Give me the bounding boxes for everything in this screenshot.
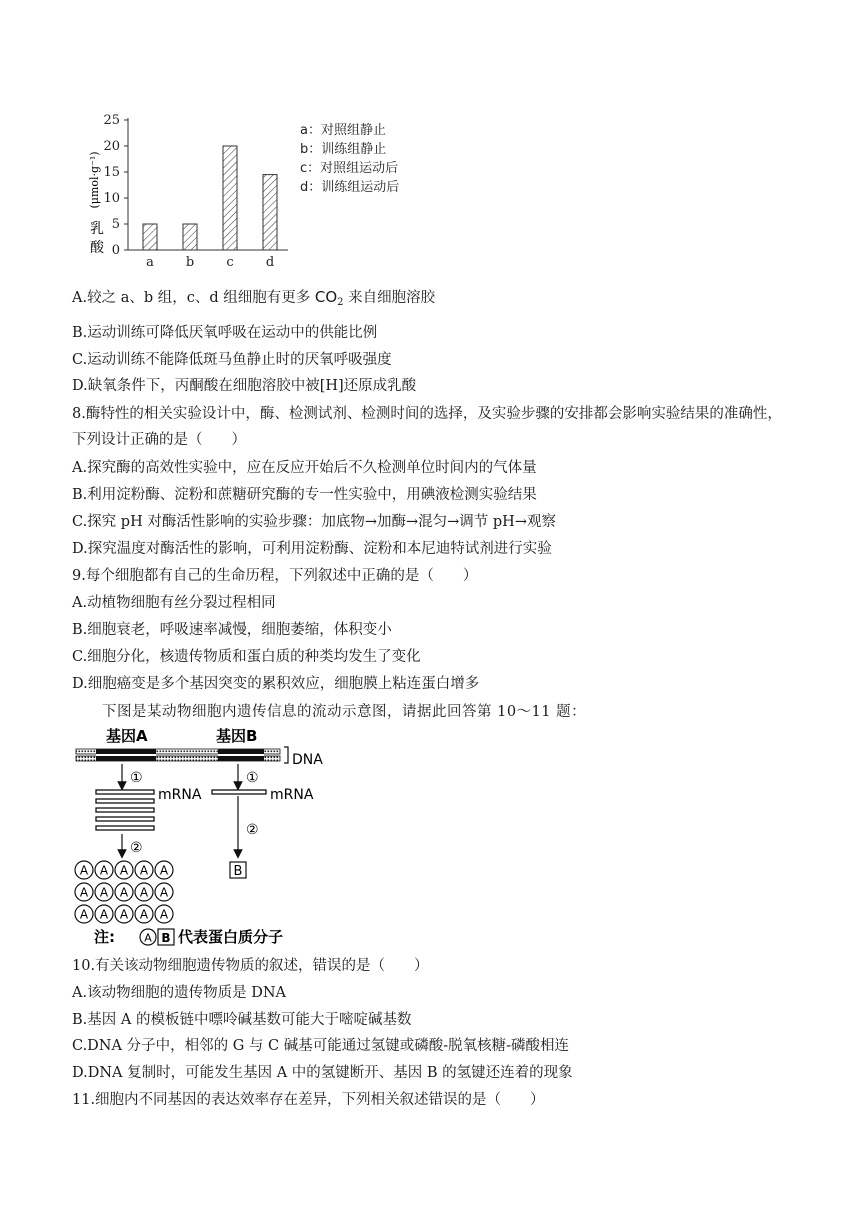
q8-stem-line2: 下列设计正确的是（ ） (72, 432, 246, 448)
q9-option-b: B.细胞衰老，呼吸速率减慢，细胞萎缩，体积变小 (72, 622, 392, 638)
y-axis-title: 乳酸 (90, 221, 104, 256)
protein-a-molecule (135, 883, 153, 901)
svg-text:A: A (79, 863, 89, 878)
svg-text:A: A (159, 885, 169, 900)
y-tick-label: 20 (103, 139, 120, 154)
note-circle-letter: A (144, 931, 152, 945)
q9-stem: 9.每个细胞都有自己的生命历程，下列叙述中正确的是（ ） (72, 568, 478, 584)
figure-intro: 下图是某动物细胞内遗传信息的流动示意图，请据此回答第 10～11 题： (102, 704, 587, 720)
q9-option-a: A.动植物细胞有丝分裂过程相同 (72, 595, 276, 611)
x-tick-label-b: b (185, 255, 195, 270)
q7-option-a-text: A.较之 a、b 组，c、d 组细胞有更多 (72, 290, 315, 306)
q8-option-c: C.探究 pH 对酶活性影响的实验步骤：加底物→加酶→混匀→调节 pH→观察 (72, 514, 556, 530)
gene-expression-diagram (72, 726, 342, 948)
y-tick-label: 0 (111, 243, 120, 258)
q7-option-a-tail: 来自细胞溶胶 (343, 290, 436, 306)
note-box-letter: B (161, 931, 171, 945)
co2-subscript: 2 (337, 297, 344, 308)
legend-entry: c：对照组运动后 (300, 161, 399, 176)
svg-text:A: A (139, 907, 149, 922)
note-prefix: 注: (94, 928, 115, 946)
y-tick-label: 15 (103, 165, 120, 180)
legend-entry: b：训练组静止 (300, 142, 387, 157)
svg-text:A: A (99, 885, 109, 900)
bar-a (143, 224, 157, 250)
q10-option-a: A.该动物细胞的遗传物质是 DNA (72, 985, 286, 1001)
q9-option-c: C.细胞分化，核遗传物质和蛋白质的种类均发生了变化 (72, 649, 421, 665)
svg-text:A: A (99, 863, 109, 878)
protein-a-molecule (115, 905, 133, 923)
y-tick-label: 25 (103, 113, 120, 128)
protein-a-molecule (115, 883, 133, 901)
note-text: 代表蛋白质分子 (178, 928, 284, 946)
protein-a-molecule (95, 861, 113, 879)
lactate-bar-chart (78, 108, 438, 278)
q8-stem-line1: 8.酶特性的相关实验设计中，酶、检测试剂、检测时间的选择，及实验步骤的安排都会影响实验结果的准确性， (72, 406, 782, 422)
q10-option-b: B.基因 A 的模板链中嘌呤碱基数可能大于嘧啶碱基数 (72, 1012, 412, 1028)
protein-a-molecule (155, 883, 173, 901)
svg-text:A: A (139, 885, 149, 900)
q8-option-b: B.利用淀粉酶、淀粉和蔗糖研究酶的专一性实验中，用碘液检测实验结果 (72, 487, 537, 503)
q7-option-d: D.缺氧条件下，丙酮酸在细胞溶胶中被[H]还原成乳酸 (72, 378, 417, 394)
mrna-b (212, 790, 266, 794)
y-axis-unit: (μmol·g⁻¹) (88, 151, 101, 209)
co2-formula: CO (314, 288, 338, 306)
svg-text:A: A (159, 907, 169, 922)
q7-option-c: C.运动训练不能降低斑马鱼静止时的厌氧呼吸强度 (72, 352, 392, 368)
x-tick-label-d: d (265, 255, 275, 270)
protein-a-molecule (75, 861, 93, 879)
protein-a-grid (75, 861, 173, 923)
step-1-label-a: ① (130, 770, 143, 786)
gene-b-label: 基因B (216, 727, 258, 745)
svg-text:A: A (139, 863, 149, 878)
protein-a-molecule (95, 883, 113, 901)
y-axis-label (88, 151, 105, 256)
diagram-note (94, 928, 283, 946)
svg-text:A: A (99, 907, 109, 922)
protein-b (230, 862, 246, 879)
mrna-label-b: mRNA (270, 787, 314, 803)
q11-stem: 11.细胞内不同基因的表达效率存在差异，下列相关叙述错误的是（ ） (72, 1092, 545, 1108)
legend-entry: a：对照组静止 (300, 123, 386, 138)
q8-option-d: D.探究温度对酶活性的影响，可利用淀粉酶、淀粉和本尼迪特试剂进行实验 (72, 541, 552, 557)
bar-b (183, 224, 197, 250)
protein-a-molecule (135, 861, 153, 879)
q7-option-b: B.运动训练可降低厌氧呼吸在运动中的供能比例 (72, 325, 378, 341)
protein-a-molecule (135, 905, 153, 923)
step-2-label-a: ② (130, 840, 143, 856)
legend-entry: d：训练组运动后 (300, 180, 400, 195)
q10-option-d: D.DNA 复制时，可能发生基因 A 中的氢键断开、基因 B 的氢键还连着的现象 (72, 1065, 573, 1081)
dna-bracket (284, 747, 288, 763)
dna-label: DNA (292, 752, 323, 768)
step-1-label-b: ① (246, 770, 259, 786)
gene-a-label: 基因A (106, 727, 148, 745)
step-2-label-b: ② (246, 822, 259, 838)
bar-c (223, 146, 237, 250)
svg-text:A: A (79, 907, 89, 922)
q8-option-a: A.探究酶的高效性实验中，应在反应开始后不久检测单位时间内的气体量 (72, 460, 537, 476)
protein-a-molecule (155, 861, 173, 879)
q10-stem: 10.有关该动物细胞遗传物质的叙述，错误的是（ ） (72, 958, 429, 974)
svg-text:A: A (79, 885, 89, 900)
svg-text:A: A (119, 863, 129, 878)
svg-text:A: A (119, 907, 129, 922)
dna-double-strand (76, 749, 280, 761)
q10-option-c: C.DNA 分子中，相邻的 G 与 C 碱基可能通过氢键或磷酸-脱氧核糖-磷酸相连 (72, 1038, 569, 1054)
bar-d (263, 175, 277, 250)
svg-text:A: A (159, 863, 169, 878)
protein-a-molecule (155, 905, 173, 923)
y-tick-label: 10 (103, 191, 120, 206)
x-tick-label-a: a (146, 255, 154, 270)
protein-a-molecule (95, 905, 113, 923)
svg-text:A: A (119, 885, 129, 900)
protein-a-molecule (75, 905, 93, 923)
q7-option-a (72, 287, 435, 310)
x-tick-label-c: c (226, 255, 234, 270)
protein-a-molecule (75, 883, 93, 901)
mrna-stack-a (96, 790, 154, 830)
y-tick-label: 5 (111, 217, 120, 232)
svg-text:B: B (233, 864, 243, 879)
protein-a-molecule (115, 861, 133, 879)
mrna-label-a: mRNA (158, 787, 202, 803)
q9-option-d: D.细胞癌变是多个基因突变的累积效应，细胞膜上粘连蛋白增多 (72, 676, 480, 692)
